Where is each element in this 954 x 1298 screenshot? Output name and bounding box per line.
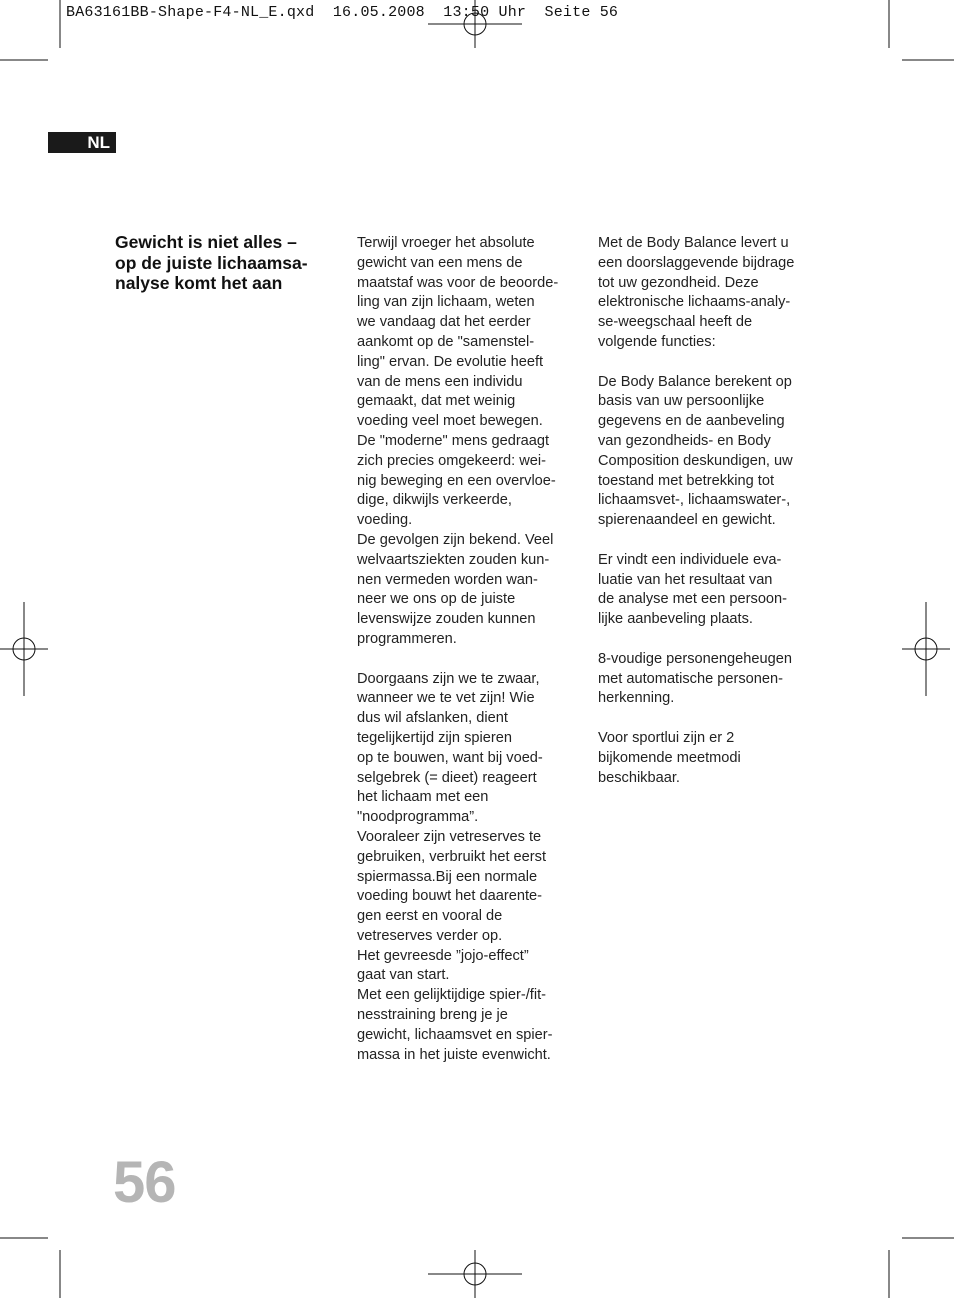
page-number: 56	[113, 1150, 176, 1215]
text-line: voeding veel moet bewegen.	[357, 413, 543, 430]
text-line: we vandaag dat het eerder	[357, 314, 531, 331]
registration-mark-bottom	[428, 1250, 522, 1298]
slug-file: BA63161BB-Shape-F4-NL_E.qxd	[66, 4, 315, 21]
text-line: met automatische personen-	[598, 670, 783, 687]
text-line: voeding bouwt het daarente-	[357, 888, 542, 905]
text-line: lichaamsvet-, lichaamswater-,	[598, 492, 791, 509]
text-line: Terwijl vroeger het absolute	[357, 235, 535, 251]
paragraph-gap	[598, 709, 816, 729]
text-line: tegelijkertijd zijn spieren	[357, 729, 512, 746]
text-line: vetreserves verder op.	[357, 927, 503, 944]
text-line: dus wil afslanken, dient	[357, 710, 508, 727]
text-line: het lichaam met een	[357, 789, 489, 806]
paragraph-gap	[598, 353, 816, 373]
text-line: De gevolgen zijn bekend. Veel	[357, 531, 554, 548]
slug-date: 16.05.2008	[332, 4, 425, 21]
language-tab	[48, 132, 116, 153]
text-line: op te bouwen, want bij voed-	[357, 749, 543, 766]
text-line: programmeren.	[357, 630, 457, 647]
text-column-2	[598, 234, 816, 788]
paragraph-gap	[598, 531, 816, 551]
registration-mark-left	[0, 602, 48, 696]
text-line: 8-voudige personengeheugen	[598, 650, 792, 667]
text-line: gegevens en de aanbeveling	[598, 413, 785, 430]
slug-page: Seite 56	[544, 4, 619, 21]
text-line: De "moderne" mens gedraagt	[357, 432, 550, 449]
text-line: Met een gelijktijdige spier-/fit-	[357, 987, 546, 1004]
heading-line: op de juiste lichaamsa-	[115, 252, 308, 273]
paragraph-gap	[357, 650, 575, 670]
text-line: nesstraining breng je je	[357, 1007, 508, 1024]
text-line: gewicht, lichaamsvet en spier-	[357, 1026, 553, 1043]
text-line: aankomt op de "samenstel-	[357, 333, 535, 350]
text-line: voeding.	[357, 512, 413, 529]
text-line: Het gevreesde ”jojo-effect”	[357, 947, 529, 964]
text-line: nen vermeden worden wan-	[357, 571, 538, 588]
text-line: wanneer we te vet zijn! Wie	[357, 690, 535, 707]
text-line: Vooraleer zijn vetreserves te	[357, 828, 542, 845]
text-line: gen eerst en vooral de	[357, 908, 503, 925]
text-line: neer we ons op de juiste	[357, 591, 516, 608]
text-line: lijke aanbeveling plaats.	[598, 611, 753, 628]
text-line: welvaartsziekten zouden kun-	[357, 551, 550, 568]
text-line: van de mens een individu	[357, 373, 523, 390]
text-line: luatie van het resultaat van	[598, 571, 773, 588]
text-column-1	[357, 234, 575, 1065]
text-line: beschikbaar.	[598, 769, 680, 786]
text-line: se-weegschaal heeft de	[598, 314, 753, 331]
text-line: Er vindt een individuele eva-	[598, 551, 782, 568]
text-line: Composition deskundigen, uw	[598, 452, 793, 469]
text-line: massa in het juiste evenwicht.	[357, 1046, 551, 1063]
text-line: een doorslaggevende bijdrage	[598, 254, 795, 271]
text-line: toestand met betrekking tot	[598, 472, 775, 489]
text-line: gaat van start.	[357, 967, 450, 984]
text-line: tot uw gezondheid. Deze	[598, 274, 759, 291]
text-line: basis van uw persoonlijke	[598, 393, 765, 410]
text-line: "noodprogramma”.	[357, 809, 479, 826]
text-line: spiermassa.Bij een normale	[357, 868, 538, 885]
text-line: gemaakt, dat met weinig	[357, 393, 516, 410]
heading-line: Gewicht is niet alles –	[115, 232, 297, 252]
slug-time: 13:50 Uhr	[443, 4, 527, 21]
text-line: ling" ervan. De evolutie heeft	[357, 353, 544, 370]
text-line: elektronische lichaams-analy-	[598, 294, 791, 311]
text-line: levenswijze zouden kunnen	[357, 611, 536, 628]
slug-line	[66, 4, 618, 21]
text-line: gebruiken, verbruikt het eerst	[357, 848, 547, 865]
text-line: zich precies omgekeerd: wei-	[357, 452, 546, 469]
paragraph-gap	[598, 630, 816, 650]
text-line: maatstaf was voor de beoorde-	[357, 274, 559, 291]
text-line: ling van zijn lichaam, weten	[357, 294, 535, 311]
text-line: gewicht van een mens de	[357, 254, 523, 271]
text-line: Doorgaans zijn we te zwaar,	[357, 670, 540, 687]
text-line: Voor sportlui zijn er 2	[598, 729, 735, 746]
text-line: spierenaandeel en gewicht.	[598, 512, 776, 529]
text-line: Met de Body Balance levert u	[598, 235, 789, 251]
text-line: van gezondheids- en Body	[598, 432, 771, 449]
text-line: dige, dikwijls verkeerde,	[357, 492, 512, 509]
text-line: herkenning.	[598, 690, 675, 707]
text-line: bijkomende meetmodi	[598, 749, 741, 766]
registration-mark-right	[902, 602, 950, 696]
text-line: de analyse met een persoon-	[598, 591, 788, 608]
section-heading	[115, 232, 335, 294]
text-line: nig beweging en een overvloe-	[357, 472, 556, 489]
text-line: selgebrek (= dieet) reageert	[357, 769, 537, 786]
language-tab-label: NL	[87, 133, 110, 152]
text-line: volgende functies:	[598, 333, 716, 350]
heading-line: nalyse komt het aan	[115, 273, 283, 293]
text-line: De Body Balance berekent op	[598, 373, 792, 390]
